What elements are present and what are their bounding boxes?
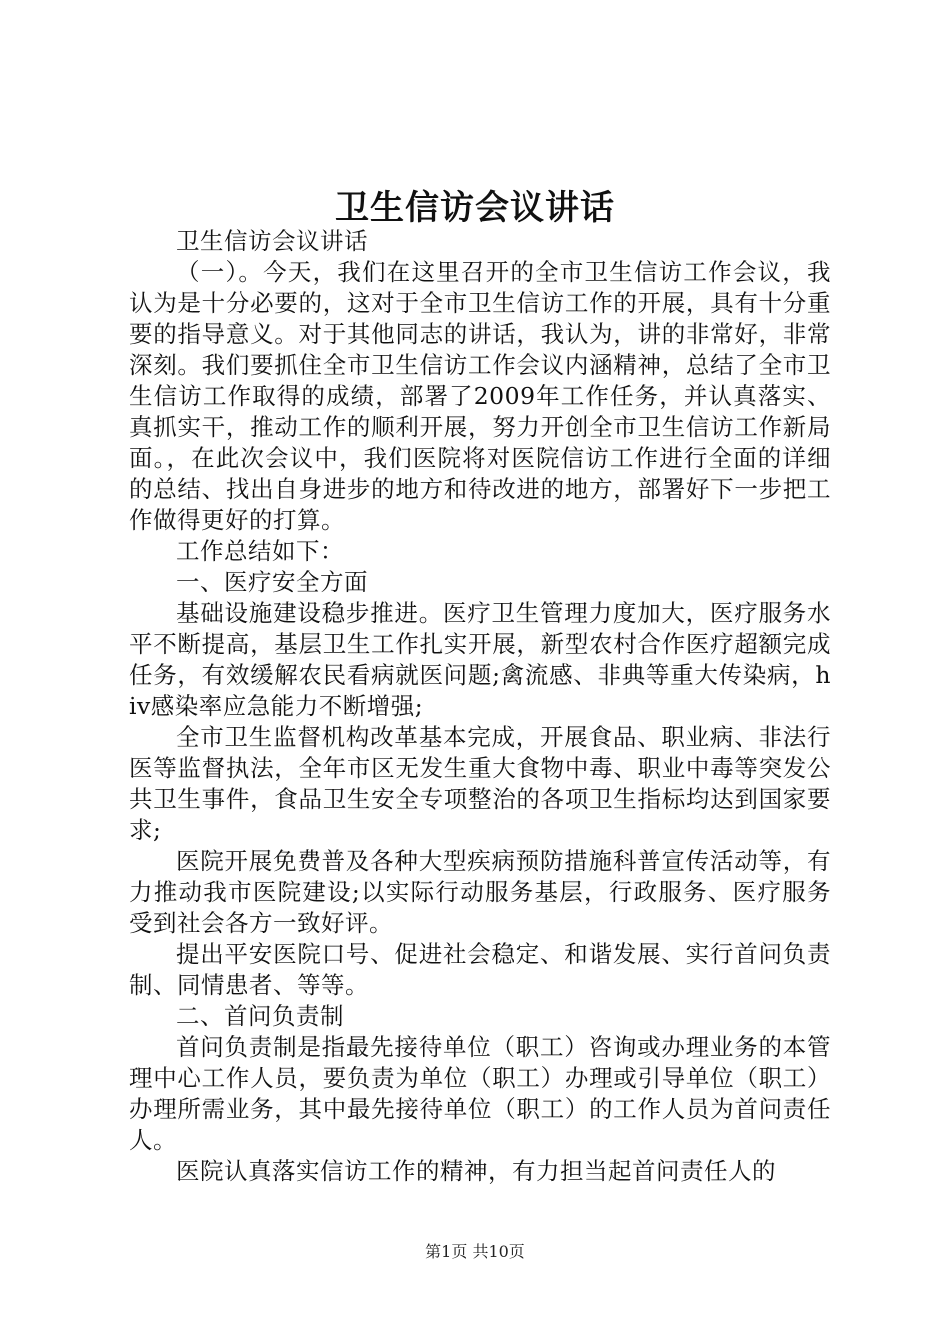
paragraph: 基础设施建设稳步推进。医疗卫生管理力度加大，医疗服务水平不断提高，基层卫生工作扎实开展，新型农村合作医疗超额完成任务，有效缓解农民看病就医问题;禽流感、非典等重大传染病，hiv感染率应急能力不断增强;	[129, 599, 831, 720]
paragraph: 提出平安医院口号、促进社会稳定、和谐发展、实行首问负责制、同情患者、等等。	[129, 940, 831, 999]
paragraph: 医院认真落实信访工作的精神，有力担当起首问责任人的	[176, 1157, 776, 1185]
paragraph: 全市卫生监督机构改革基本完成，开展食品、职业病、非法行医等监督执法，全年市区无发生重大食物中毒、职业中毒等突发公共卫生事件，食品卫生安全专项整治的各项卫生指标均达到国家要求;	[129, 723, 831, 844]
document-title: 卫生信访会议讲话	[335, 188, 615, 228]
page-footer: 第1页 共10页	[425, 1242, 525, 1261]
paragraph: 首问负责制是指最先接待单位（职工）咨询或办理业务的本管理中心工作人员，要负责为单位（职工）办理或引导单位（职工）办理所需业务，其中最先接待单位（职工）的工作人员为首问责任人。	[129, 1033, 831, 1154]
paragraph: 医院开展免费普及各种大型疾病预防措施科普宣传活动等，有力推动我市医院建设;以实际行动服务基层，行政服务、医疗服务受到社会各方一致好评。	[129, 847, 831, 937]
paragraph: 卫生信访会议讲话	[176, 227, 368, 255]
paragraph: 工作总结如下：	[176, 537, 344, 565]
section-heading: 一、医疗安全方面	[176, 568, 368, 596]
document-body	[129, 226, 831, 1187]
paragraph: （一）。今天，我们在这里召开的全市卫生信访工作会议，我认为是十分必要的，这对于全市卫生信访工作的开展，具有十分重要的指导意义。对于其他同志的讲话，我认为，讲的非常好，非常深刻。我们要抓住全市卫生信访工作会议内涵精神，总结了全市卫生信访工作取得的成绩，部署了2009年工作任务，并认真落实、真抓实干，推动工作的顺利开展，努力开创全市卫生信访工作新局面。，在此次会议中，我们医院将对医院信访工作进行全面的详细的总结、找出自身进步的地方和待改进的地方，部署好下一步把工作做得更好的打算。	[129, 258, 831, 534]
section-heading: 二、首问负责制	[176, 1002, 344, 1030]
